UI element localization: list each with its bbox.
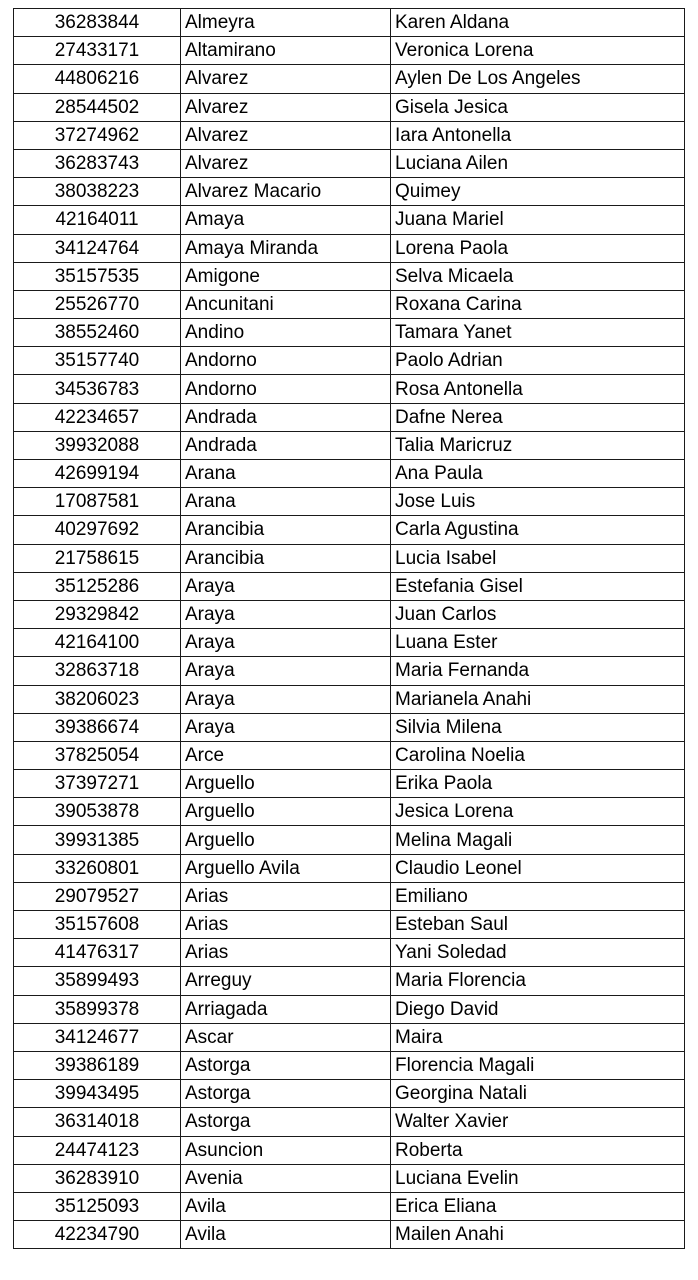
surname-cell: Arias <box>181 939 391 967</box>
dni-cell: 37825054 <box>14 741 181 769</box>
surname-cell: Alvarez <box>181 149 391 177</box>
given-name-cell: Maira <box>391 1023 685 1051</box>
dni-cell: 42234657 <box>14 403 181 431</box>
given-name-cell: Erica Eliana <box>391 1192 685 1220</box>
dni-cell: 42164011 <box>14 206 181 234</box>
table-row <box>14 882 685 910</box>
table-row <box>14 431 685 459</box>
dni-cell: 39386674 <box>14 713 181 741</box>
surname-cell: Altamirano <box>181 37 391 65</box>
given-name-cell: Maria Fernanda <box>391 657 685 685</box>
given-name-cell: Luciana Evelin <box>391 1164 685 1192</box>
given-name-cell: Luciana Ailen <box>391 149 685 177</box>
dni-cell: 35157740 <box>14 347 181 375</box>
dni-cell: 41476317 <box>14 939 181 967</box>
given-name-cell: Walter Xavier <box>391 1108 685 1136</box>
table-row <box>14 911 685 939</box>
dni-cell: 25526770 <box>14 290 181 318</box>
dni-cell: 37274962 <box>14 121 181 149</box>
given-name-cell: Esteban Saul <box>391 911 685 939</box>
surname-cell: Arana <box>181 488 391 516</box>
surname-cell: Andino <box>181 319 391 347</box>
table-row <box>14 178 685 206</box>
table-row <box>14 516 685 544</box>
table-row <box>14 572 685 600</box>
dni-cell: 34124764 <box>14 234 181 262</box>
surname-cell: Araya <box>181 685 391 713</box>
dni-cell: 35899378 <box>14 995 181 1023</box>
given-name-cell: Dafne Nerea <box>391 403 685 431</box>
table-row <box>14 93 685 121</box>
table-row <box>14 713 685 741</box>
table-row <box>14 770 685 798</box>
surname-cell: Amaya <box>181 206 391 234</box>
given-name-cell: Maria Florencia <box>391 967 685 995</box>
surname-cell: Alvarez <box>181 65 391 93</box>
surname-cell: Araya <box>181 629 391 657</box>
table-row <box>14 854 685 882</box>
surname-cell: Arguello <box>181 826 391 854</box>
given-name-cell: Marianela Anahi <box>391 685 685 713</box>
table-row <box>14 460 685 488</box>
dni-cell: 38038223 <box>14 178 181 206</box>
dni-cell: 40297692 <box>14 516 181 544</box>
table-row <box>14 206 685 234</box>
dni-cell: 35157608 <box>14 911 181 939</box>
given-name-cell: Emiliano <box>391 882 685 910</box>
given-name-cell: Diego David <box>391 995 685 1023</box>
dni-cell: 39386189 <box>14 1051 181 1079</box>
dni-cell: 35157535 <box>14 262 181 290</box>
given-name-cell: Veronica Lorena <box>391 37 685 65</box>
given-name-cell: Roxana Carina <box>391 290 685 318</box>
given-name-cell: Georgina Natali <box>391 1080 685 1108</box>
given-name-cell: Lorena Paola <box>391 234 685 262</box>
surname-cell: Andrada <box>181 431 391 459</box>
dni-cell: 21758615 <box>14 544 181 572</box>
surname-cell: Avenia <box>181 1164 391 1192</box>
surname-cell: Araya <box>181 657 391 685</box>
surname-cell: Almeyra <box>181 9 391 37</box>
given-name-cell: Iara Antonella <box>391 121 685 149</box>
table-row <box>14 347 685 375</box>
given-name-cell: Silvia Milena <box>391 713 685 741</box>
given-name-cell: Carla Agustina <box>391 516 685 544</box>
table-row <box>14 149 685 177</box>
surname-cell: Arguello <box>181 798 391 826</box>
dni-cell: 44806216 <box>14 65 181 93</box>
surname-cell: Araya <box>181 572 391 600</box>
given-name-cell: Ana Paula <box>391 460 685 488</box>
table-row <box>14 629 685 657</box>
dni-cell: 24474123 <box>14 1136 181 1164</box>
dni-cell: 38206023 <box>14 685 181 713</box>
given-name-cell: Roberta <box>391 1136 685 1164</box>
given-name-cell: Erika Paola <box>391 770 685 798</box>
table-row <box>14 9 685 37</box>
dni-cell: 17087581 <box>14 488 181 516</box>
given-name-cell: Claudio Leonel <box>391 854 685 882</box>
table-row <box>14 1108 685 1136</box>
table-row <box>14 1023 685 1051</box>
given-name-cell: Jose Luis <box>391 488 685 516</box>
surname-cell: Alvarez Macario <box>181 178 391 206</box>
surname-cell: Alvarez <box>181 121 391 149</box>
dni-cell: 34536783 <box>14 375 181 403</box>
surname-cell: Amigone <box>181 262 391 290</box>
table-row <box>14 939 685 967</box>
surname-cell: Arias <box>181 882 391 910</box>
dni-cell: 42699194 <box>14 460 181 488</box>
surname-cell: Arancibia <box>181 516 391 544</box>
given-name-cell: Karen Aldana <box>391 9 685 37</box>
roster-table-body <box>14 9 685 1249</box>
table-row <box>14 798 685 826</box>
surname-cell: Ancunitani <box>181 290 391 318</box>
surname-cell: Arguello Avila <box>181 854 391 882</box>
given-name-cell: Jesica Lorena <box>391 798 685 826</box>
table-row <box>14 995 685 1023</box>
dni-cell: 42234790 <box>14 1221 181 1249</box>
surname-cell: Andorno <box>181 347 391 375</box>
table-row <box>14 488 685 516</box>
surname-cell: Asuncion <box>181 1136 391 1164</box>
table-row <box>14 262 685 290</box>
table-row <box>14 967 685 995</box>
given-name-cell: Carolina Noelia <box>391 741 685 769</box>
table-row <box>14 37 685 65</box>
surname-cell: Ascar <box>181 1023 391 1051</box>
given-name-cell: Yani Soledad <box>391 939 685 967</box>
given-name-cell: Talia Maricruz <box>391 431 685 459</box>
given-name-cell: Quimey <box>391 178 685 206</box>
surname-cell: Astorga <box>181 1080 391 1108</box>
dni-cell: 29079527 <box>14 882 181 910</box>
given-name-cell: Juana Mariel <box>391 206 685 234</box>
surname-cell: Amaya Miranda <box>181 234 391 262</box>
given-name-cell: Lucia Isabel <box>391 544 685 572</box>
dni-cell: 36283844 <box>14 9 181 37</box>
table-row <box>14 657 685 685</box>
dni-cell: 39931385 <box>14 826 181 854</box>
table-row <box>14 375 685 403</box>
given-name-cell: Mailen Anahi <box>391 1221 685 1249</box>
dni-cell: 35899493 <box>14 967 181 995</box>
surname-cell: Arana <box>181 460 391 488</box>
dni-cell: 42164100 <box>14 629 181 657</box>
surname-cell: Alvarez <box>181 93 391 121</box>
surname-cell: Avila <box>181 1221 391 1249</box>
dni-cell: 35125093 <box>14 1192 181 1220</box>
dni-cell: 32863718 <box>14 657 181 685</box>
dni-cell: 35125286 <box>14 572 181 600</box>
given-name-cell: Juan Carlos <box>391 600 685 628</box>
table-row <box>14 741 685 769</box>
given-name-cell: Tamara Yanet <box>391 319 685 347</box>
dni-cell: 34124677 <box>14 1023 181 1051</box>
table-row <box>14 544 685 572</box>
roster-table <box>13 8 685 1249</box>
given-name-cell: Luana Ester <box>391 629 685 657</box>
dni-cell: 39053878 <box>14 798 181 826</box>
surname-cell: Arriagada <box>181 995 391 1023</box>
dni-cell: 29329842 <box>14 600 181 628</box>
surname-cell: Avila <box>181 1192 391 1220</box>
surname-cell: Astorga <box>181 1108 391 1136</box>
dni-cell: 39943495 <box>14 1080 181 1108</box>
table-row <box>14 1164 685 1192</box>
surname-cell: Arguello <box>181 770 391 798</box>
table-row <box>14 1221 685 1249</box>
dni-cell: 39932088 <box>14 431 181 459</box>
given-name-cell: Paolo Adrian <box>391 347 685 375</box>
table-row <box>14 1192 685 1220</box>
given-name-cell: Melina Magali <box>391 826 685 854</box>
surname-cell: Araya <box>181 600 391 628</box>
table-row <box>14 685 685 713</box>
dni-cell: 36283743 <box>14 149 181 177</box>
table-row <box>14 121 685 149</box>
table-row <box>14 1051 685 1079</box>
dni-cell: 27433171 <box>14 37 181 65</box>
table-row <box>14 600 685 628</box>
table-row <box>14 826 685 854</box>
given-name-cell: Rosa Antonella <box>391 375 685 403</box>
dni-cell: 37397271 <box>14 770 181 798</box>
dni-cell: 33260801 <box>14 854 181 882</box>
surname-cell: Andrada <box>181 403 391 431</box>
surname-cell: Astorga <box>181 1051 391 1079</box>
table-row <box>14 234 685 262</box>
table-row <box>14 1136 685 1164</box>
given-name-cell: Florencia Magali <box>391 1051 685 1079</box>
dni-cell: 28544502 <box>14 93 181 121</box>
table-row <box>14 65 685 93</box>
table-row <box>14 1080 685 1108</box>
dni-cell: 36314018 <box>14 1108 181 1136</box>
surname-cell: Andorno <box>181 375 391 403</box>
given-name-cell: Estefania Gisel <box>391 572 685 600</box>
surname-cell: Arias <box>181 911 391 939</box>
surname-cell: Araya <box>181 713 391 741</box>
dni-cell: 38552460 <box>14 319 181 347</box>
surname-cell: Arancibia <box>181 544 391 572</box>
table-row <box>14 319 685 347</box>
dni-cell: 36283910 <box>14 1164 181 1192</box>
given-name-cell: Aylen De Los Angeles <box>391 65 685 93</box>
surname-cell: Arce <box>181 741 391 769</box>
given-name-cell: Gisela Jesica <box>391 93 685 121</box>
table-row <box>14 403 685 431</box>
table-row <box>14 290 685 318</box>
given-name-cell: Selva Micaela <box>391 262 685 290</box>
surname-cell: Arreguy <box>181 967 391 995</box>
